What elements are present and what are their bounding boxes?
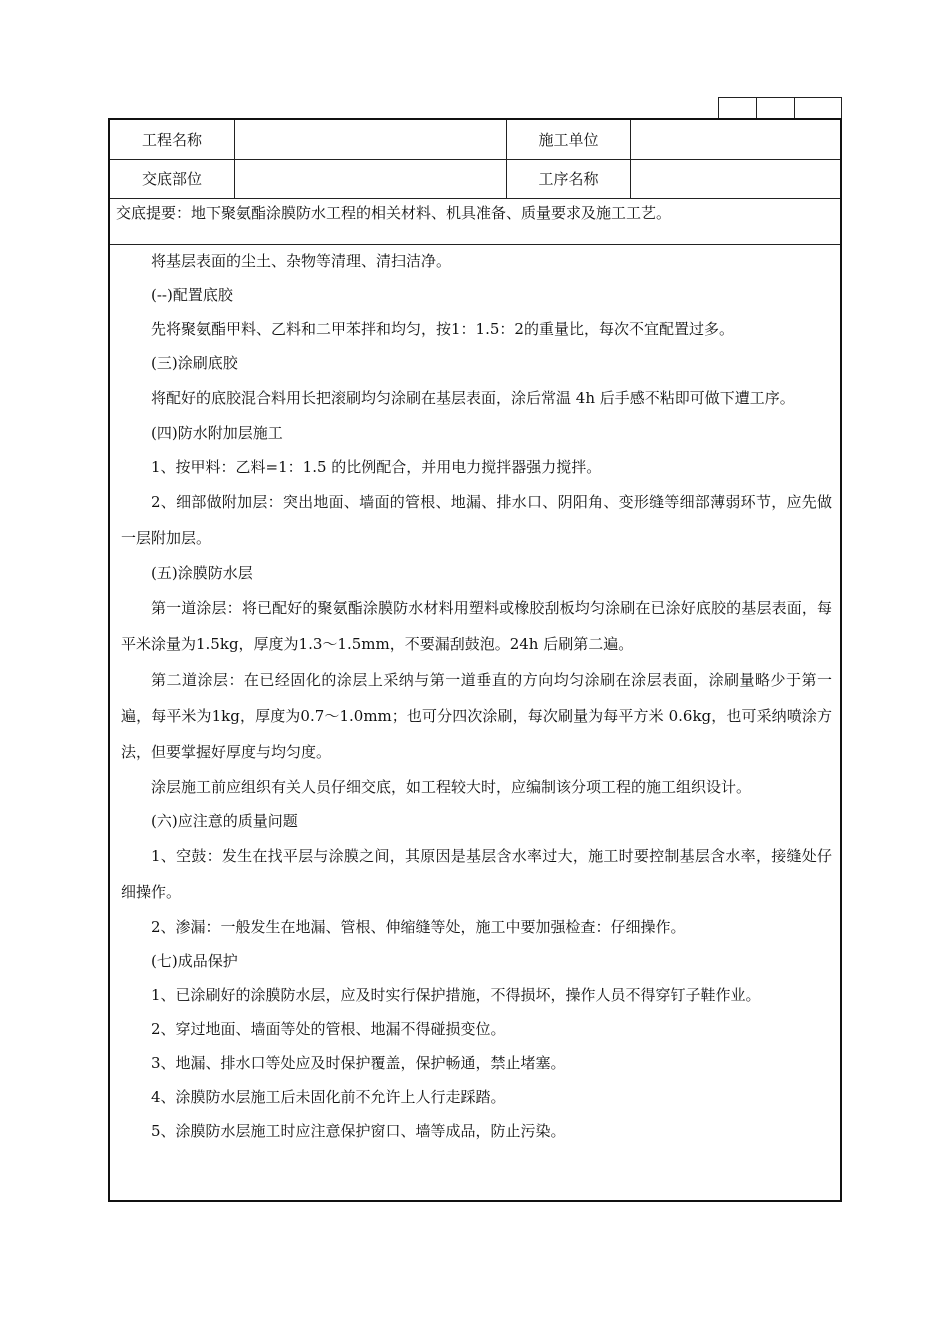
process-name-label: 工序名称 bbox=[507, 159, 631, 198]
body-paragraph: 2、穿过地面、墙面等处的管根、地漏不得碰损变位。 bbox=[151, 1020, 506, 1038]
body-paragraph: 将基层表面的尘土、杂物等清理、清扫洁净。 bbox=[151, 252, 452, 270]
body-paragraph: (四)防水附加层施工 bbox=[151, 424, 283, 442]
summary-row bbox=[110, 198, 840, 245]
process-name-value bbox=[631, 159, 840, 198]
body-paragraph: 第二道涂层：在已经固化的涂层上采纳与第一道垂直的方向均匀涂刷在涂层表面，涂刷量略少于第一遍，每平米为1kg，厚度为0.7～1.0mm；也可分四次涂刷，每次刷量为每平方米 0.6kg，也可采纳喷涂方法，但要掌握好厚度与均匀度。 bbox=[121, 671, 832, 761]
construction-unit-value bbox=[631, 120, 840, 159]
corner-box bbox=[795, 98, 841, 118]
body-paragraph: 第一道涂层：将已配好的聚氨酯涂膜防水材料用塑料或橡胶刮板均匀涂刷在已涂好底胶的基层表面，每平米涂量为1.5kg，厚度为1.3～1.5mm，不要漏刮鼓泡。24h 后刷第二遍。 bbox=[121, 599, 832, 653]
header-row-2 bbox=[110, 159, 840, 199]
body-paragraph: 将配好的底胶混合料用长把滚刷均匀涂刷在基层表面，涂后常温 4h 后手感不粘即可做下遭工序。 bbox=[151, 389, 795, 407]
corner-box bbox=[757, 98, 795, 118]
body-paragraph: (三)涂刷底胶 bbox=[151, 354, 238, 372]
project-name-value bbox=[235, 120, 507, 159]
handover-summary: 交底提要：地下聚氨酯涂膜防水工程的相关材料、机具准备、质量要求及施工工艺。 bbox=[116, 204, 672, 222]
body-paragraph: (五)涂膜防水层 bbox=[151, 564, 253, 582]
body-paragraph: 5、涂膜防水层施工时应注意保护窗口、墙等成品，防止污染。 bbox=[151, 1122, 566, 1140]
handover-part-value bbox=[235, 159, 507, 198]
body-paragraph: (七)成品保护 bbox=[151, 952, 238, 970]
body-paragraph: 1、空鼓：发生在找平层与涂膜之间，其原因是基层含水率过大，施工时要控制基层含水率，接缝处仔细操作。 bbox=[121, 847, 832, 901]
handover-body bbox=[110, 244, 840, 1148]
body-paragraph: 先将聚氨酯甲料、乙料和二甲苯拌和均匀，按1：1.5：2的重量比，每次不宜配置过多。 bbox=[151, 320, 734, 338]
corner-boxes bbox=[718, 97, 842, 118]
construction-unit-label: 施工单位 bbox=[507, 120, 631, 159]
body-paragraph: (--)配置底胶 bbox=[151, 286, 233, 304]
body-paragraph: 4、涂膜防水层施工后未固化前不允许上人行走踩踏。 bbox=[151, 1088, 506, 1106]
body-paragraph: 2、细部做附加层：突出地面、墙面的管根、地漏、排水口、阴阳角、变形缝等细部薄弱环节，应先做一层附加层。 bbox=[121, 493, 832, 547]
handover-form bbox=[108, 118, 842, 1202]
project-name-label: 工程名称 bbox=[110, 120, 235, 159]
body-paragraph: 涂层施工前应组织有关人员仔细交底，如工程较大时，应编制该分项工程的施工组织设计。 bbox=[151, 778, 752, 796]
header-row-1 bbox=[110, 120, 840, 160]
corner-box bbox=[719, 98, 757, 118]
body-paragraph: 1、按甲料：乙料=1：1.5 的比例配合，并用电力搅拌器强力搅拌。 bbox=[151, 458, 602, 476]
body-paragraph: 2、渗漏：一般发生在地漏、管根、伸缩缝等处，施工中要加强检查：仔细操作。 bbox=[151, 918, 686, 936]
body-paragraph: 1、已涂刷好的涂膜防水层，应及时实行保护措施，不得损坏，操作人员不得穿钉子鞋作业。 bbox=[151, 986, 761, 1004]
body-paragraph: (六)应注意的质量问题 bbox=[151, 812, 298, 830]
body-paragraph: 3、地漏、排水口等处应及时保护覆盖，保护畅通，禁止堵塞。 bbox=[151, 1054, 566, 1072]
handover-part-label: 交底部位 bbox=[110, 159, 235, 198]
